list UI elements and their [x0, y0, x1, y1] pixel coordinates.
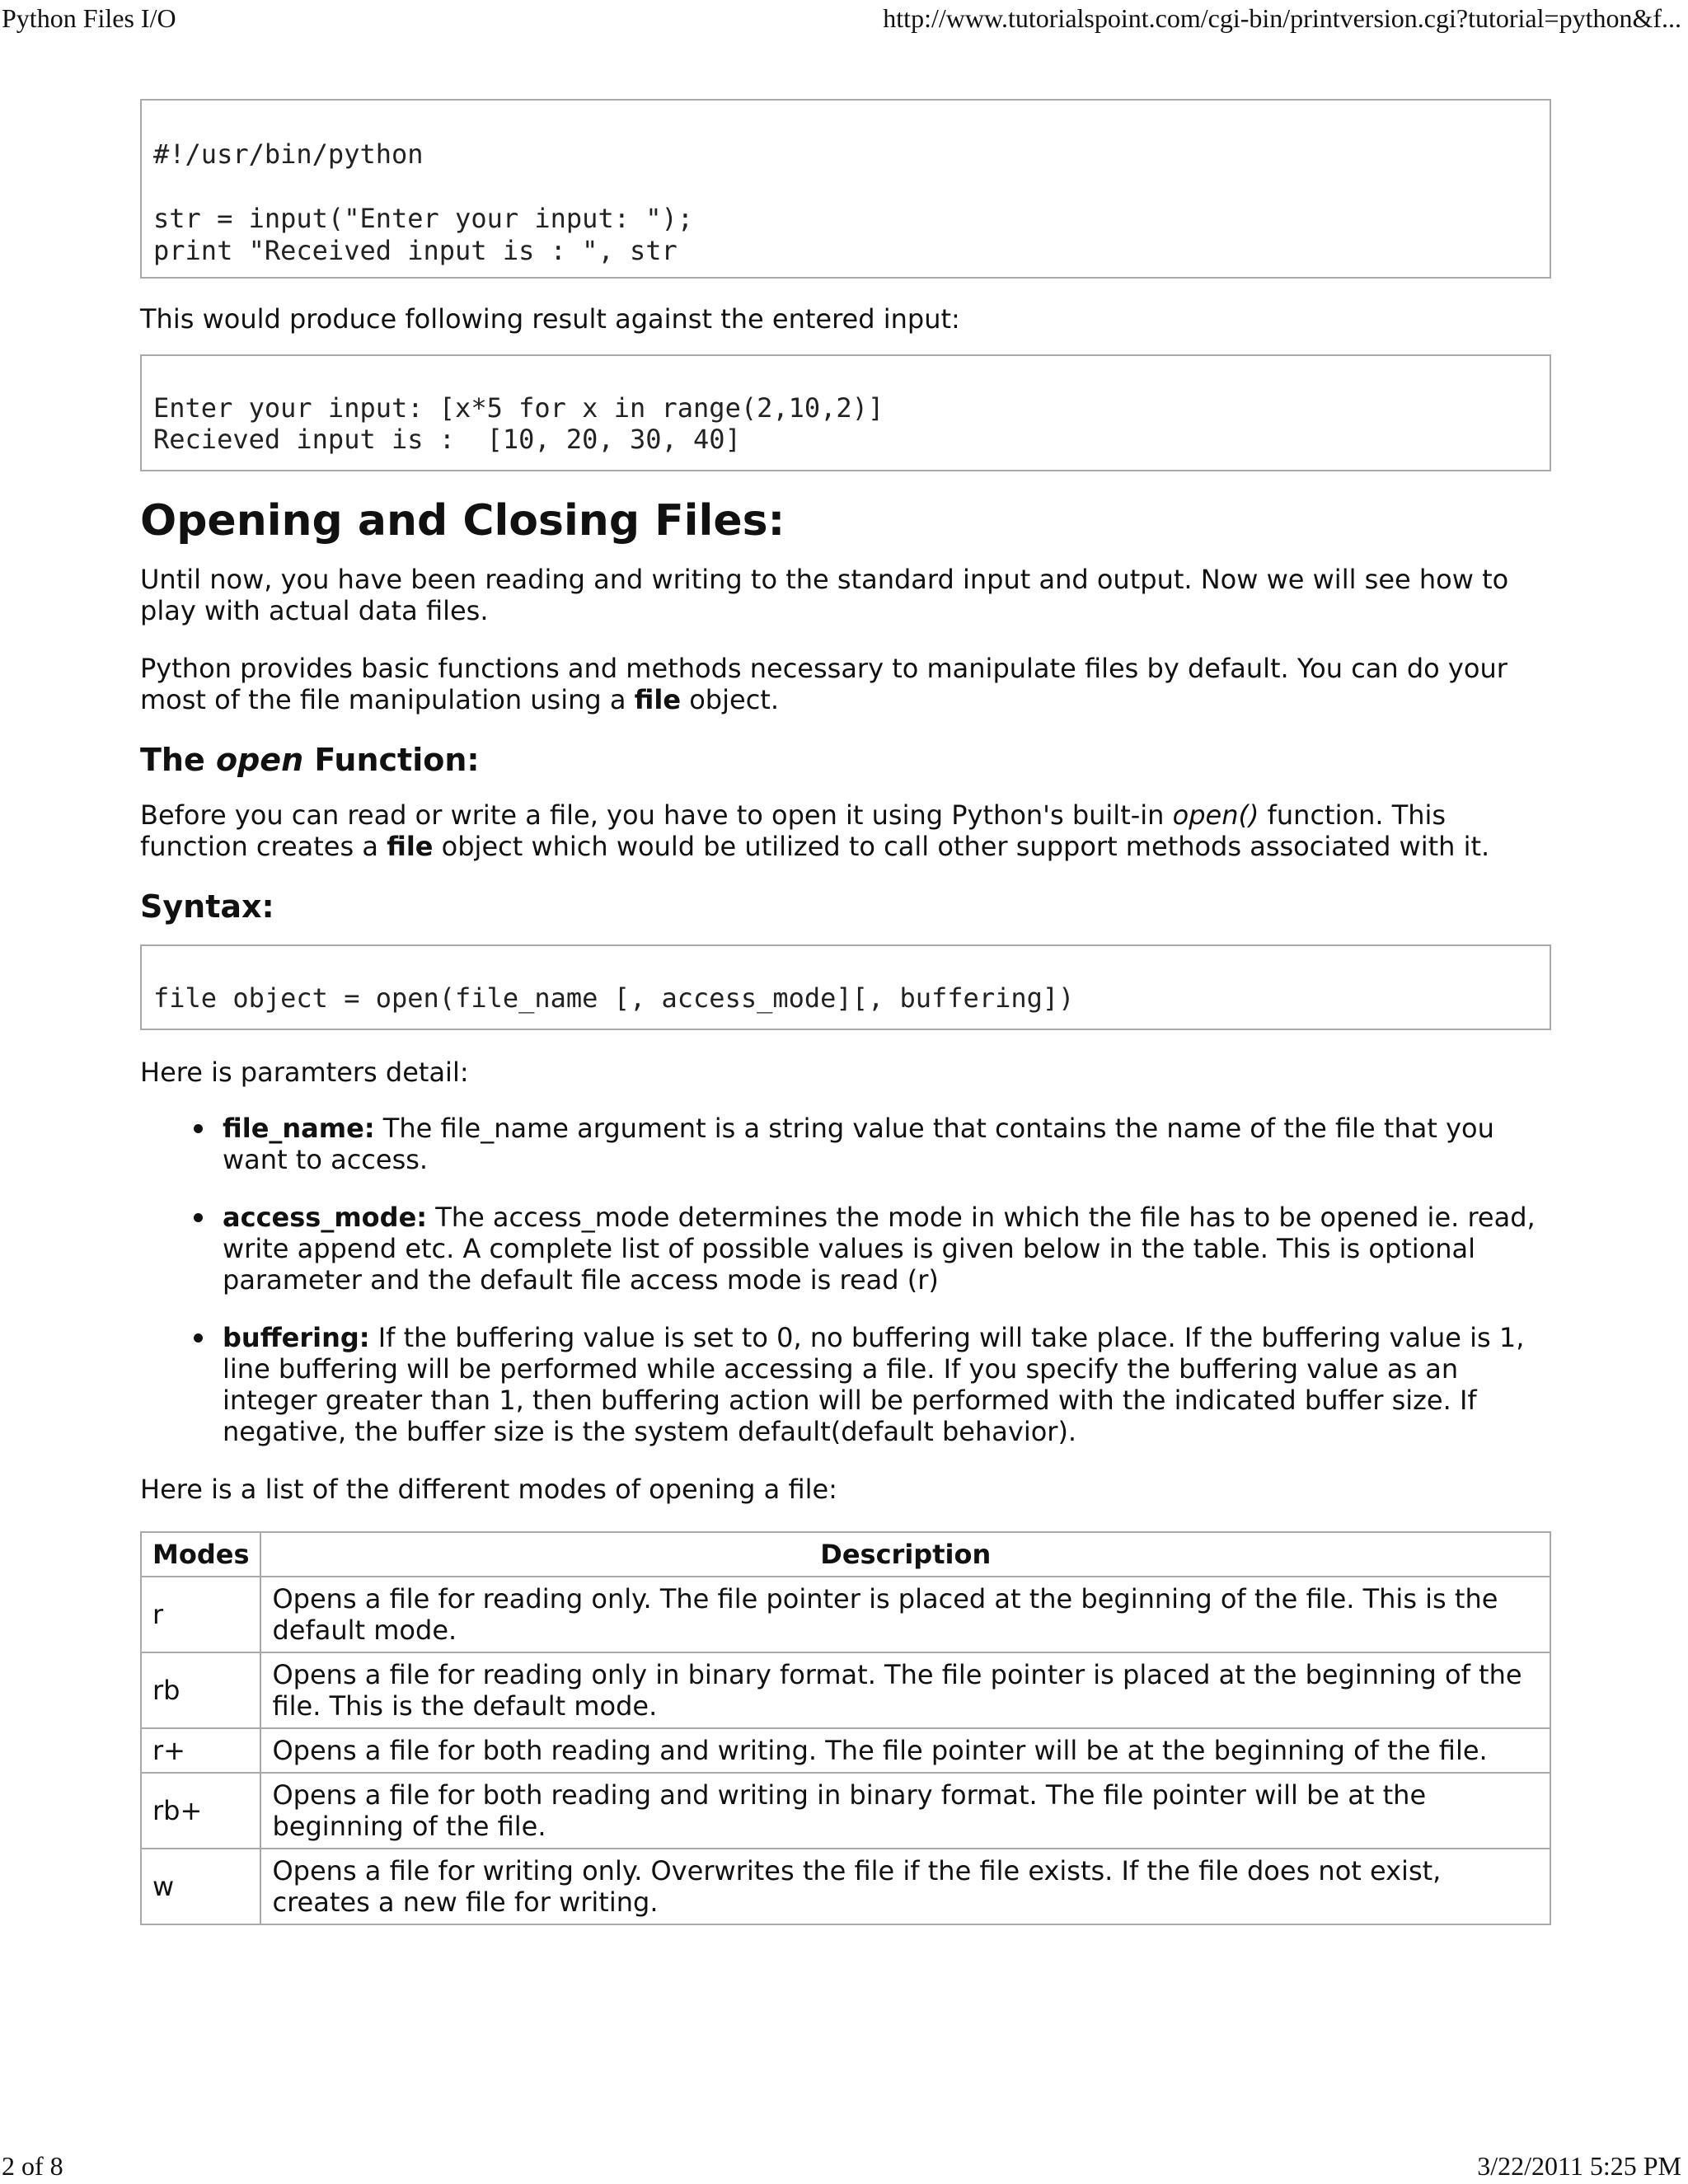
description-cell: Opens a file for both reading and writing in binary format. The file pointer will be at the beginning of the file. [260, 1773, 1550, 1849]
section-heading-opening: Opening and Closing Files: [140, 496, 785, 546]
description-cell: Opens a file for reading only. The file pointer is placed at the beginning of the file. This is the default mode. [260, 1577, 1550, 1652]
table-row [141, 1728, 1550, 1773]
modes-table [140, 1531, 1551, 1925]
code-block-output: Enter your input: [x*5 for x in range(2,10,2)] Recieved input is : [10, 20, 30, 40] [140, 354, 1551, 471]
description-cell: Opens a file for writing only. Overwrites the file if the file exists. If the file does not exist, creates a new file for writing. [260, 1849, 1550, 1924]
main-content [140, 99, 1550, 1925]
mode-cell: w [141, 1849, 260, 1924]
mode-cell: r [141, 1577, 260, 1652]
list-item: access_mode: The access_mode determines the mode in which the file has to be opened ie. read, write append etc. A complete list of possible values is given below in the table. This is optional parameter and the default file access mode is read (r) [223, 1202, 1550, 1296]
page-number: 2 of 8 [2, 2151, 63, 2181]
print-datetime: 3/22/2011 5:25 PM [1477, 2151, 1681, 2181]
paragraph-until-now: Until now, you have been reading and writing to the standard input and output. Now we will see how to play with actual data files. [140, 564, 1509, 626]
file-keyword: file [634, 684, 682, 715]
description-cell: Opens a file for reading only in binary format. The file pointer is placed at the beginning of the file. This is the default mode. [260, 1652, 1550, 1728]
code-block-input-example: #!/usr/bin/python str = input("Enter your input: "); print "Received input is : ", str [140, 99, 1551, 279]
mode-cell: rb+ [141, 1773, 260, 1849]
column-header-modes: Modes [141, 1532, 260, 1577]
paragraph-params-intro: Here is paramters detail: [140, 1057, 469, 1088]
result-intro: This would produce following result against the entered input: [140, 303, 960, 335]
table-row [141, 1577, 1550, 1652]
params-list [140, 1113, 1550, 1447]
list-item: buffering: If the buffering value is set to 0, no buffering will take place. If the buffering value is 1, line buffering will be performed while accessing a file. If you specify the buffering value as an integer greater than 1, then buffering action will be performed with the indicated buffer size. If negative, the buffer size is the system default(default behavior). [223, 1322, 1550, 1447]
column-header-description: Description [260, 1532, 1550, 1577]
description-cell: Opens a file for both reading and writing. The file pointer will be at the beginning of the file. [260, 1728, 1550, 1773]
list-item: file_name: The file_name argument is a string value that contains the name of the file that you want to access. [223, 1113, 1550, 1175]
page-url: http://www.tutorialspoint.com/cgi-bin/printversion.cgi?tutorial=python&f... [883, 3, 1681, 33]
page-title: Python Files I/O [2, 3, 176, 33]
table-row [141, 1773, 1550, 1849]
code-block-syntax: file object = open(file_name [, access_mode][, buffering]) [140, 944, 1551, 1030]
mode-cell: r+ [141, 1728, 260, 1773]
paragraph-python-provides: Python provides basic functions and methods necessary to manipulate files by default. You can do your most of the file manipulation using a file object. [140, 653, 1507, 715]
paragraph-before-open: Before you can read or write a file, you have to open it using Python's built-in open() function. This function creates a file object which would be utilized to call other support methods associated with it. [140, 799, 1490, 862]
table-row [141, 1652, 1550, 1728]
heading-syntax: Syntax: [140, 888, 274, 925]
table-header-row [141, 1532, 1550, 1577]
heading-open-function: The open Function: [140, 742, 480, 778]
paragraph-modes-intro: Here is a list of the different modes of opening a file: [140, 1474, 837, 1505]
table-row [141, 1849, 1550, 1924]
mode-cell: rb [141, 1652, 260, 1728]
